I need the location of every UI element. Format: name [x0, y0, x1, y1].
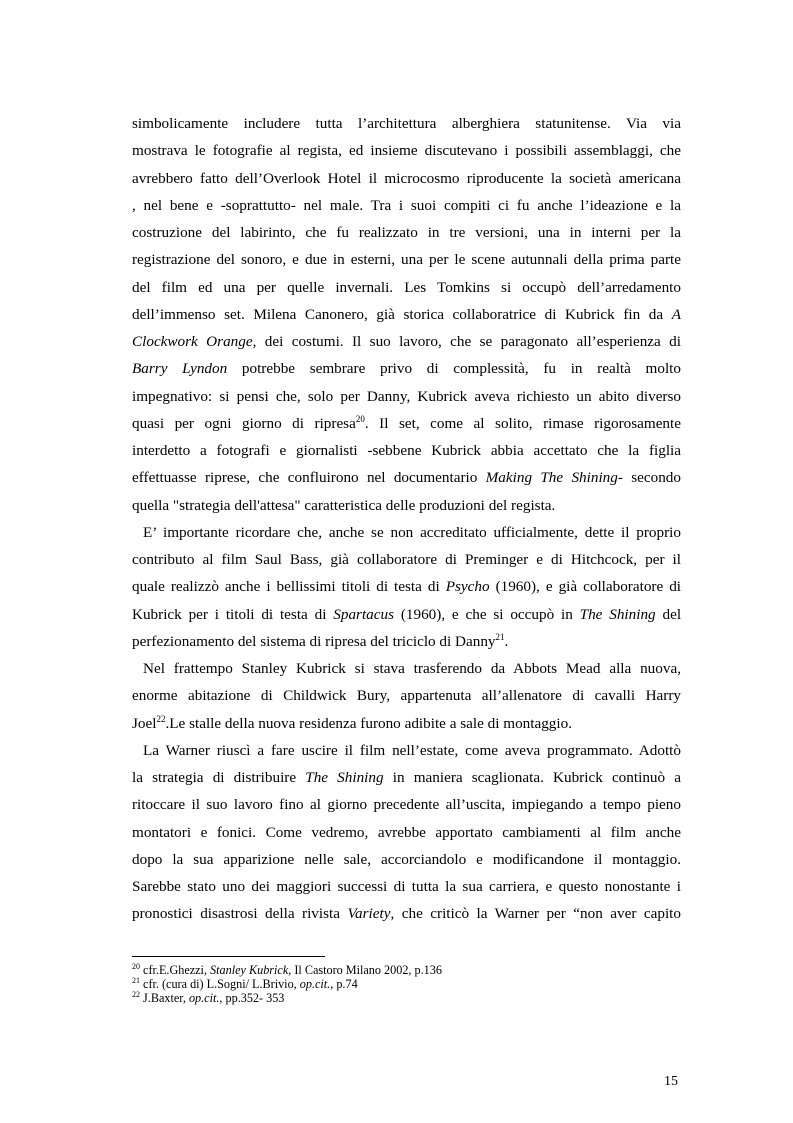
text-line: , nel bene e -soprattutto- nel male. Tra i suoi compiti ci fu anche l’ideazione e la [132, 196, 681, 214]
text-line: perfezionamento del sistema di ripresa del triciclo di Danny$^{21}$. [132, 631, 509, 650]
text-line: pronostici disastrosi della rivista Variety, che criticò la Warner per “non aver capito [132, 905, 681, 923]
text-line: Barry Lyndon potrebbe sembrare privo di complessità, fu in realtà molto [132, 360, 682, 378]
text-line: Nel frattempo Stanley Kubrick si stava trasferendo da Abbots Mead alla nuova, [143, 660, 681, 677]
page-number: 15 [664, 1074, 678, 1089]
text-line: quella "strategia dell'attesa" caratteristica delle produzioni del regista. [132, 496, 556, 514]
text-line: mostrava le fotografie al regista, ed insieme discutevano i possibili assemblaggi, che [132, 142, 681, 160]
text-line: costruzione del labirinto, che fu realizzato in tre versioni, una in interni per la [132, 224, 681, 241]
text-line: Kubrick per i titoli di testa di Spartacus (1960), e che si occupò in The Shining del [132, 605, 682, 623]
footnote: $^{20}$ cfr.E.Ghezzi, Stanley Kubrick, Il Castoro Milano 2002, p.136 [132, 962, 442, 977]
text-line: montatori e fonici. Come vedremo, avrebbe apportato cambiamenti al film anche [132, 823, 681, 841]
footnote-ref: 22 [156, 713, 166, 724]
footnote: $^{22}$ J.Baxter, op.cit., pp.352- 353 [132, 990, 285, 1005]
text-line: E’ importante ricordare che, anche se non accreditato ufficialmente, dette il proprio [143, 523, 681, 541]
text-line: simbolicamente includere tutta l’architettura alberghiera statunitense. Via via [132, 115, 681, 132]
text-line: Sarebbe stato uno dei maggiori successi di tutta la sua carriera, e questo nonostante i [132, 878, 681, 895]
text-line: registrazione del sonoro, e due in esterni, una per le scene autunnali della prima parte [132, 251, 681, 269]
text-line: quale realizzò anche i bellissimi titoli di testa di Psycho (1960), e già collaboratore di [132, 578, 682, 596]
text-line: avrebbero fatto dell’Overlook Hotel il microcosmo riproducente la società americana [132, 169, 681, 187]
text-line: Joel$^{22}$.Le stalle della nuova residenza furono adibite a sale di montaggio. [132, 713, 573, 732]
body-text [132, 110, 681, 928]
footnote-ref: 20 [355, 413, 365, 424]
footnote-ref: 21 [495, 631, 505, 642]
text-line: Clockwork Orange, dei costumi. Il suo lavoro, che se paragonato all’esperienza di [132, 333, 681, 350]
footnotes [132, 963, 681, 1005]
text-line: dopo la sua apparizione nelle sale, accorciandolo e modificandone il montaggio. [132, 850, 681, 868]
text-line: ritoccare il suo lavoro fino al giorno precedente all’uscita, impiegando a tempo pieno [132, 796, 681, 814]
footnote: $^{21}$ cfr. (cura di) L.Sogni/ L.Brivio, op.cit., p.74 [132, 976, 358, 991]
text-line: interdetto a fotografi e giornalisti -sebbene Kubrick abbia accettato che la figlia [132, 442, 681, 459]
text-line: del film ed una per quelle invernali. Les Tomkins si occupò dell’arredamento [132, 278, 681, 296]
text-line: effettuasse riprese, che confluirono nel documentario Making The Shining- secondo [132, 469, 681, 487]
text-line: la strategia di distribuire The Shining in maniera scaglionata. Kubrick continuò a [132, 769, 681, 786]
text-line: La Warner riuscì a fare uscire il film nell’estate, come aveva programmato. Adottò [143, 741, 681, 759]
text-line: contributo al film Saul Bass, già collaboratore di Preminger e di Hitchcock, per il [132, 551, 681, 568]
text-line: impegnativo: si pensi che, solo per Danny, Kubrick aveva richiesto un abito diverso [132, 387, 681, 405]
footnote-separator [132, 956, 325, 957]
text-line: quasi per ogni giorno di ripresa$^{20}$. Il set, come al solito, rimase rigorosamente [132, 413, 681, 432]
text-line: enorme abitazione di Childwick Bury, appartenuta all’allenatore di cavalli Harry [132, 687, 681, 705]
text-line: dell’immenso set. Milena Canonero, già storica collaboratrice di Kubrick fin da A [132, 305, 681, 323]
